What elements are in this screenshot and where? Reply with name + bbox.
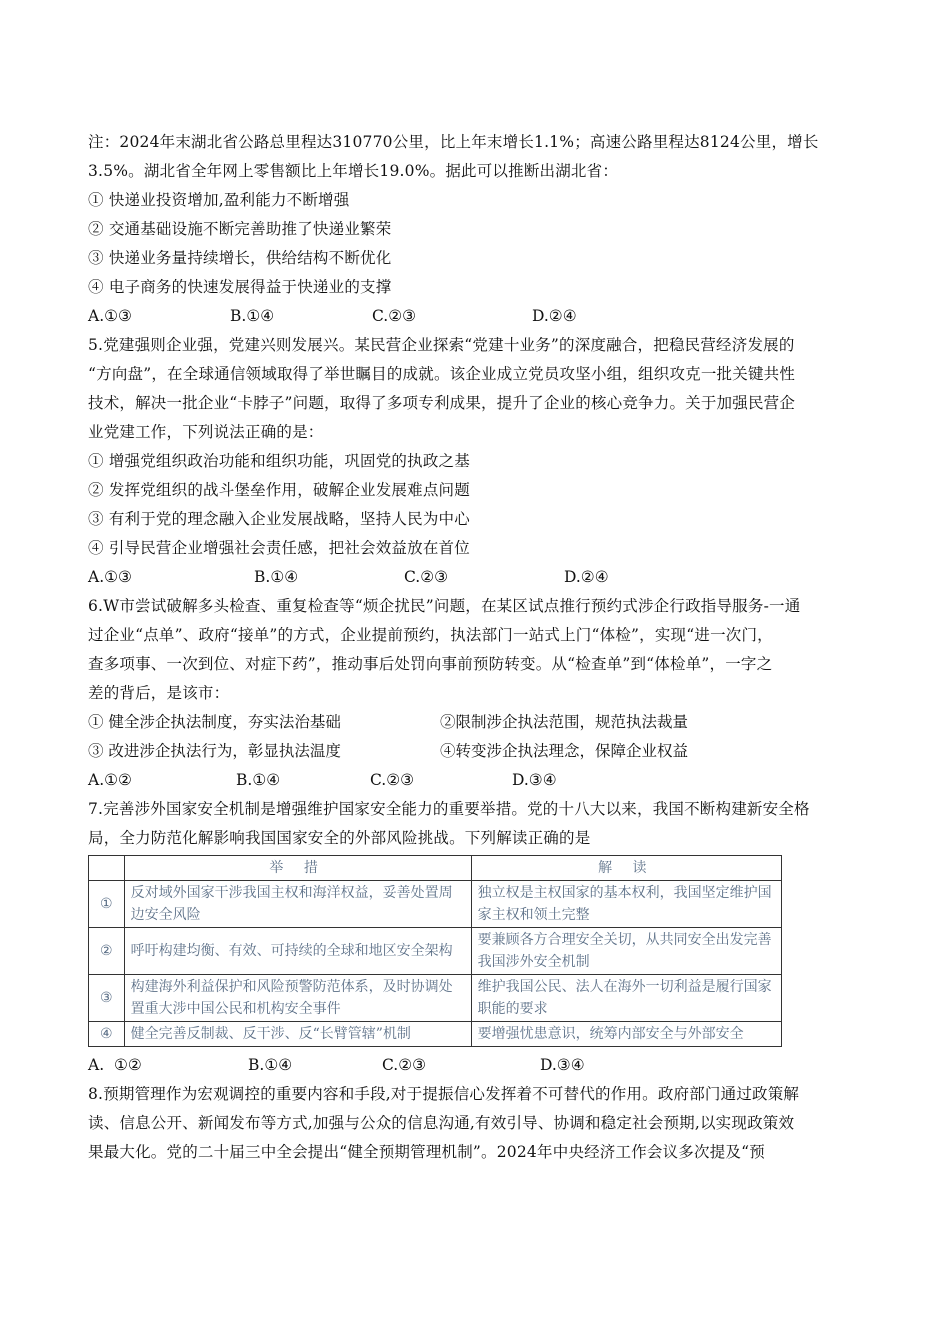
q5-stem-line: 业党建工作，下列说法正确的是： xyxy=(88,423,324,441)
q5-block xyxy=(88,331,884,592)
q7-stem-line: 局，全力防范化解影响我国国家安全的外部风险挑战。下列解读正确的是 xyxy=(88,829,591,847)
q5-option-c[interactable]: C.②③ xyxy=(404,568,449,586)
q4-options xyxy=(88,302,884,331)
row-number: ④ xyxy=(89,1022,125,1047)
q7-options xyxy=(88,1051,884,1080)
q7-table xyxy=(88,855,782,1047)
q7-header-measure: 举 措 xyxy=(124,856,471,881)
q4-statement: ④ 电子商务的快速发展得益于快递业的支撑 xyxy=(88,278,392,296)
q4-option-a[interactable]: A.①③ xyxy=(88,307,132,325)
q5-option-b[interactable]: B.①④ xyxy=(254,568,299,586)
q6-stem-line: 查多项事、一次到位、对症下药”，推动事后处罚向事前预防转变。从“检查单”到“体检单”，一字之 xyxy=(88,655,773,673)
q7-option-d[interactable]: D.③④ xyxy=(540,1056,585,1074)
q7-table-corner xyxy=(89,856,125,881)
q4-statement: ① 快递业投资增加,盈利能力不断增强 xyxy=(88,191,350,209)
q5-options xyxy=(88,563,884,592)
q8-block xyxy=(88,1080,884,1167)
row-reading: 维护我国公民、法人在海外一切利益是履行国家职能的要求 xyxy=(471,975,781,1022)
q8-stem-line: 果最大化。党的二十届三中全会提出“健全预期管理机制”。2024年中央经济工作会议多次提及“预 xyxy=(88,1143,765,1161)
q6-stem-line: 6.W市尝试破解多头检查、重复检查等“烦企扰民”问题，在某区试点推行预约式涉企行政指导服务-一通 xyxy=(88,597,801,615)
q6-statement-1: ① 健全涉企执法制度，夯实法治基础 xyxy=(88,713,341,731)
q4-option-c[interactable]: C.②③ xyxy=(372,307,417,325)
row-number: ② xyxy=(89,928,125,975)
q7-option-b[interactable]: B.①④ xyxy=(248,1056,293,1074)
table-row xyxy=(89,975,782,1022)
q6-option-c[interactable]: C.②③ xyxy=(370,771,415,789)
q5-statement: ① 增强党组织政治功能和组织功能，巩固党的执政之基 xyxy=(88,452,470,470)
q7-option-a[interactable]: A. ①② xyxy=(88,1056,142,1074)
row-number: ③ xyxy=(89,975,125,1022)
row-reading: 独立权是主权国家的基本权利，我国坚定维护国家主权和领土完整 xyxy=(471,881,781,928)
q6-stem-line: 差的背后，是该市： xyxy=(88,684,230,702)
row-reading: 要增强忧患意识，统筹内部安全与外部安全 xyxy=(471,1022,781,1047)
q4-note-line: 3.5%。湖北省全年网上零售额比上年增长19.0%。据此可以推断出湖北省： xyxy=(88,162,619,180)
q6-statement-2: ②限制涉企执法范围，规范执法裁量 xyxy=(440,713,689,731)
q7-block xyxy=(88,795,884,1080)
q4-note-line: 注：2024年末湖北省公路总里程达310770公里，比上年末增长1.1%；高速公路里程达8124公里，增长 xyxy=(88,133,819,151)
q5-statement: ④ 引导民营企业增强社会责任感，把社会效益放在首位 xyxy=(88,539,470,557)
q4-statement: ② 交通基础设施不断完善助推了快递业繁荣 xyxy=(88,220,392,238)
q5-option-d[interactable]: D.②④ xyxy=(564,568,609,586)
q4-option-d[interactable]: D.②④ xyxy=(532,307,577,325)
row-measure: 健全完善反制裁、反干涉、反“长臂管辖”机制 xyxy=(124,1022,471,1047)
q8-stem-line: 8.预期管理作为宏观调控的重要内容和手段,对于提振信心发挥着不可替代的作用。政府部门通过政策解 xyxy=(88,1085,800,1103)
q6-option-b[interactable]: B.①④ xyxy=(236,771,281,789)
q6-stem-line: 过企业“点单”、政府“接单”的方式，企业提前预约，执法部门一站式上门“体检”，实现“进一次门， xyxy=(88,626,773,644)
q4-option-b[interactable]: B.①④ xyxy=(230,307,275,325)
table-row xyxy=(89,928,782,975)
q5-stem-line: 5.党建强则企业强，党建兴则发展兴。某民营企业探索“党建十业务”的深度融合，把稳民营经济发展的 xyxy=(88,336,795,354)
q4-statement: ③ 快递业务量持续增长，供给结构不断优化 xyxy=(88,249,392,267)
q8-stem-line: 读、信息公开、新闻发布等方式,加强与公众的信息沟通,有效引导、协调和稳定社会预期,以实现政策效 xyxy=(88,1114,795,1132)
q5-stem-line: 技术，解决一批企业“卡脖子”问题，取得了多项专利成果，提升了企业的核心竞争力。关于加强民营企 xyxy=(88,394,796,412)
q5-option-a[interactable]: A.①③ xyxy=(88,568,132,586)
table-row xyxy=(89,881,782,928)
q6-statement-3: ③ 改进涉企执法行为，彰显执法温度 xyxy=(88,742,341,760)
q7-option-c[interactable]: C.②③ xyxy=(382,1056,427,1074)
q6-statement-row xyxy=(88,708,884,737)
q7-header-reading: 解 读 xyxy=(471,856,781,881)
table-row xyxy=(89,1022,782,1047)
row-measure: 构建海外利益保护和风险预警防范体系，及时协调处置重大涉中国公民和机构安全事件 xyxy=(124,975,471,1022)
q7-table-header-row xyxy=(89,856,782,881)
q5-statement: ③ 有利于党的理念融入企业发展战略，坚持人民为中心 xyxy=(88,510,470,528)
q7-stem-line: 7.完善涉外国家安全机制是增强维护国家安全能力的重要举措。党的十八大以来，我国不断构建新安全格 xyxy=(88,800,810,818)
q6-statement-4: ④转变涉企执法理念，保障企业权益 xyxy=(440,742,689,760)
q4-block xyxy=(88,128,884,331)
q5-statement: ② 发挥党组织的战斗堡垒作用，破解企业发展难点问题 xyxy=(88,481,470,499)
row-number: ① xyxy=(89,881,125,928)
row-reading: 要兼顾各方合理安全关切，从共同安全出发完善我国涉外安全机制 xyxy=(471,928,781,975)
row-measure: 呼吁构建均衡、有效、可持续的全球和地区安全架构 xyxy=(124,928,471,975)
q6-statement-row xyxy=(88,737,884,766)
q6-block xyxy=(88,592,884,795)
exam-page xyxy=(88,128,884,1167)
q6-option-a[interactable]: A.①② xyxy=(88,771,132,789)
q5-stem-line: “方向盘”，在全球通信领域取得了举世瞩目的成就。该企业成立党员攻坚小组，组织攻克一批关键共性 xyxy=(88,365,796,383)
row-measure: 反对域外国家干涉我国主权和海洋权益，妥善处置周边安全风险 xyxy=(124,881,471,928)
q6-options xyxy=(88,766,884,795)
q6-option-d[interactable]: D.③④ xyxy=(512,771,557,789)
